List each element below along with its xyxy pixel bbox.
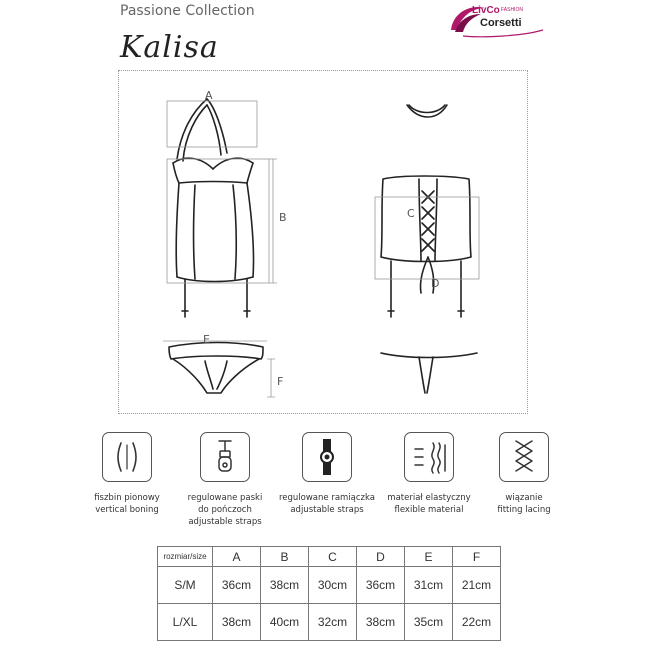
elastic-material-icon — [404, 432, 454, 482]
feature-vertical-boning — [72, 432, 182, 516]
table-row — [158, 567, 501, 604]
garter-strap-icon — [200, 432, 250, 482]
table-cell: 32cm — [309, 604, 357, 641]
dimension-label-c: C — [407, 207, 415, 220]
column-header-b: B — [261, 547, 309, 567]
size-table-corner: rozmiar/size — [158, 547, 213, 567]
column-header-a: A — [213, 547, 261, 567]
dimension-label-d: D — [431, 277, 440, 290]
logo-line1: LivCo — [472, 5, 500, 16]
size-table — [157, 546, 501, 641]
table-cell: 36cm — [357, 567, 405, 604]
dimension-label-f: F — [277, 375, 284, 388]
column-header-f: F — [453, 547, 501, 567]
feature-garter-straps — [170, 432, 280, 528]
dimension-label-b: B — [279, 211, 287, 224]
feature-fitting-lacing — [469, 432, 579, 516]
technical-drawing-frame — [118, 70, 528, 414]
vertical-boning-icon — [102, 432, 152, 482]
collection-title: Passione Collection — [120, 3, 255, 19]
table-cell: 40cm — [261, 604, 309, 641]
table-cell: 30cm — [309, 567, 357, 604]
table-cell: 35cm — [405, 604, 453, 641]
table-cell: 22cm — [453, 604, 501, 641]
table-row — [158, 604, 501, 641]
logo-line2: Corsetti — [480, 17, 522, 29]
feature-label: regulowane paski do pończoch adjustable straps — [187, 493, 263, 527]
dimension-label-e: E — [203, 333, 210, 346]
table-cell: 38cm — [261, 567, 309, 604]
feature-flexible-material — [374, 432, 484, 516]
feature-label: regulowane ramiączka adjustable straps — [278, 493, 376, 515]
feature-label: fiszbin pionowy vertical boning — [94, 493, 160, 515]
column-header-d: D — [357, 547, 405, 567]
row-size: S/M — [158, 567, 213, 604]
feature-label: materiał elastyczny flexible material — [387, 493, 471, 515]
table-cell: 31cm — [405, 567, 453, 604]
column-header-e: E — [405, 547, 453, 567]
row-size: L/XL — [158, 604, 213, 641]
adjustable-strap-icon — [302, 432, 352, 482]
dimension-label-a: A — [205, 89, 213, 102]
size-table-header — [158, 547, 501, 567]
table-cell: 36cm — [213, 567, 261, 604]
table-cell: 38cm — [213, 604, 261, 641]
logo-line3: FASHION — [501, 7, 523, 13]
column-header-c: C — [309, 547, 357, 567]
corset-technical-drawing — [119, 71, 529, 415]
lacing-icon — [499, 432, 549, 482]
model-name: Kalisa — [120, 30, 219, 65]
table-cell: 21cm — [453, 567, 501, 604]
table-cell: 38cm — [357, 604, 405, 641]
feature-label: wiązanie fitting lacing — [497, 493, 551, 515]
feature-adjustable-straps — [272, 432, 382, 516]
